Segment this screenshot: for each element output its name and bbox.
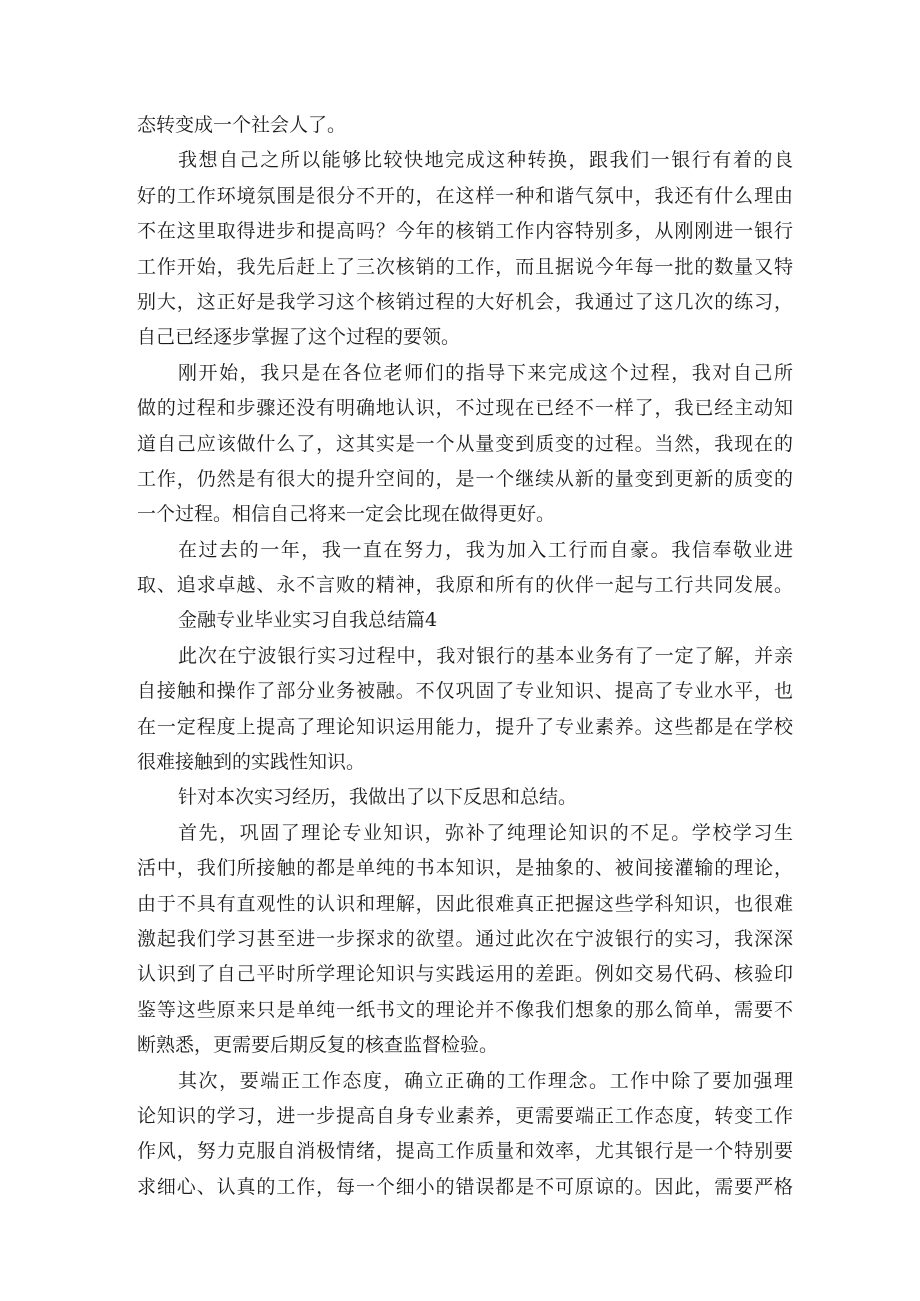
text-line: 好的工作环境氛围是很分不开的，在这样一种和谐气氛中，我还有什么理由 [137, 184, 793, 207]
text-line: 工作开始，我先后赶上了三次核销的工作，而且据说今年每一批的数量又特 [137, 255, 793, 278]
text-line: 认识到了自己平时所学理论知识与实践运用的差距。例如交易代码、核验印 [137, 963, 793, 986]
text-line: 态转变成一个社会人了。 [137, 114, 347, 136]
text-line: 自接触和操作了部分业务被融。不仅巩固了专业知识、提高了专业水平，也 [137, 680, 793, 703]
text-line: 不在这里取得进步和提高吗？今年的核销工作内容特别多，从刚刚进一银行 [137, 220, 793, 243]
text-line: 做的过程和步骤还没有明确地认识，不过现在已经不一样了，我已经主动知 [137, 397, 793, 420]
text-line: 求细心、认真的工作，每一个细小的错误都是不可原谅的。因此，需要严格 [137, 1175, 793, 1198]
text-line: 由于不具有直观性的认识和理解，因此很难真正把握这些学科知识，也很难 [137, 892, 793, 915]
text-line: 作风，努力克服自消极情绪，提高工作质量和效率，尤其银行是一个特别要 [137, 1140, 793, 1163]
text-line: 刚开始，我只是在各位老师们的指导下来完成这个过程，我对自己所 [178, 361, 793, 384]
text-line: 很难接触到的实践性知识。 [137, 751, 366, 774]
text-line: 活中，我们所接触的都是单纯的书本知识，是抽象的、被间接灌输的理论， [137, 857, 793, 880]
text-line: 道自己应该做什么了，这其实是一个从量变到质变的过程。当然，我现在的 [137, 432, 793, 455]
text-line: 断熟悉，更需要后期反复的核查监督检验。 [137, 1034, 499, 1057]
section-heading: 金融专业毕业实习自我总结篇4 [178, 609, 438, 632]
text-line: 鉴等这些原来只是单纯一纸书文的理论并不像我们想象的那么简单，需要不 [137, 998, 793, 1021]
text-line: 别大，这正好是我学习这个核销过程的大好机会，我通过了这几次的练习， [137, 290, 793, 313]
text-line: 在过去的一年，我一直在努力，我为加入工行而自豪。我信奉敬业进 [178, 538, 793, 561]
text-line: 一个过程。相信自己将来一定会比现在做得更好。 [137, 503, 556, 526]
text-line: 在一定程度上提高了理论知识运用能力，提升了专业素养。这些都是在学校 [137, 715, 793, 738]
text-line: 工作，仍然是有很大的提升空间的，是一个继续从新的量变到更新的质变的 [137, 467, 793, 490]
text-line: 首先，巩固了理论专业知识，弥补了纯理论知识的不足。学校学习生 [178, 821, 793, 844]
text-line: 论知识的学习，进一步提高自身专业素养，更需要端正工作态度，转变工作 [137, 1104, 793, 1127]
document-body [137, 108, 793, 1205]
text-line: 取、追求卓越、永不言败的精神，我原和所有的伙伴一起与工行共同发展。 [137, 574, 793, 597]
text-line: 自己已经逐步掌握了这个过程的要领。 [137, 326, 461, 349]
text-line: 其次，要端正工作态度，确立正确的工作理念。工作中除了要加强理 [178, 1069, 793, 1092]
text-line: 我想自己之所以能够比较快地完成这种转换，跟我们一银行有着的良 [178, 149, 793, 172]
text-line: 激起我们学习甚至进一步探求的欲望。通过此次在宁波银行的实习，我深深 [137, 927, 793, 950]
text-line: 针对本次实习经历，我做出了以下反思和总结。 [178, 786, 578, 809]
text-line: 此次在宁波银行实习过程中，我对银行的基本业务有了一定了解，并亲 [178, 644, 793, 667]
